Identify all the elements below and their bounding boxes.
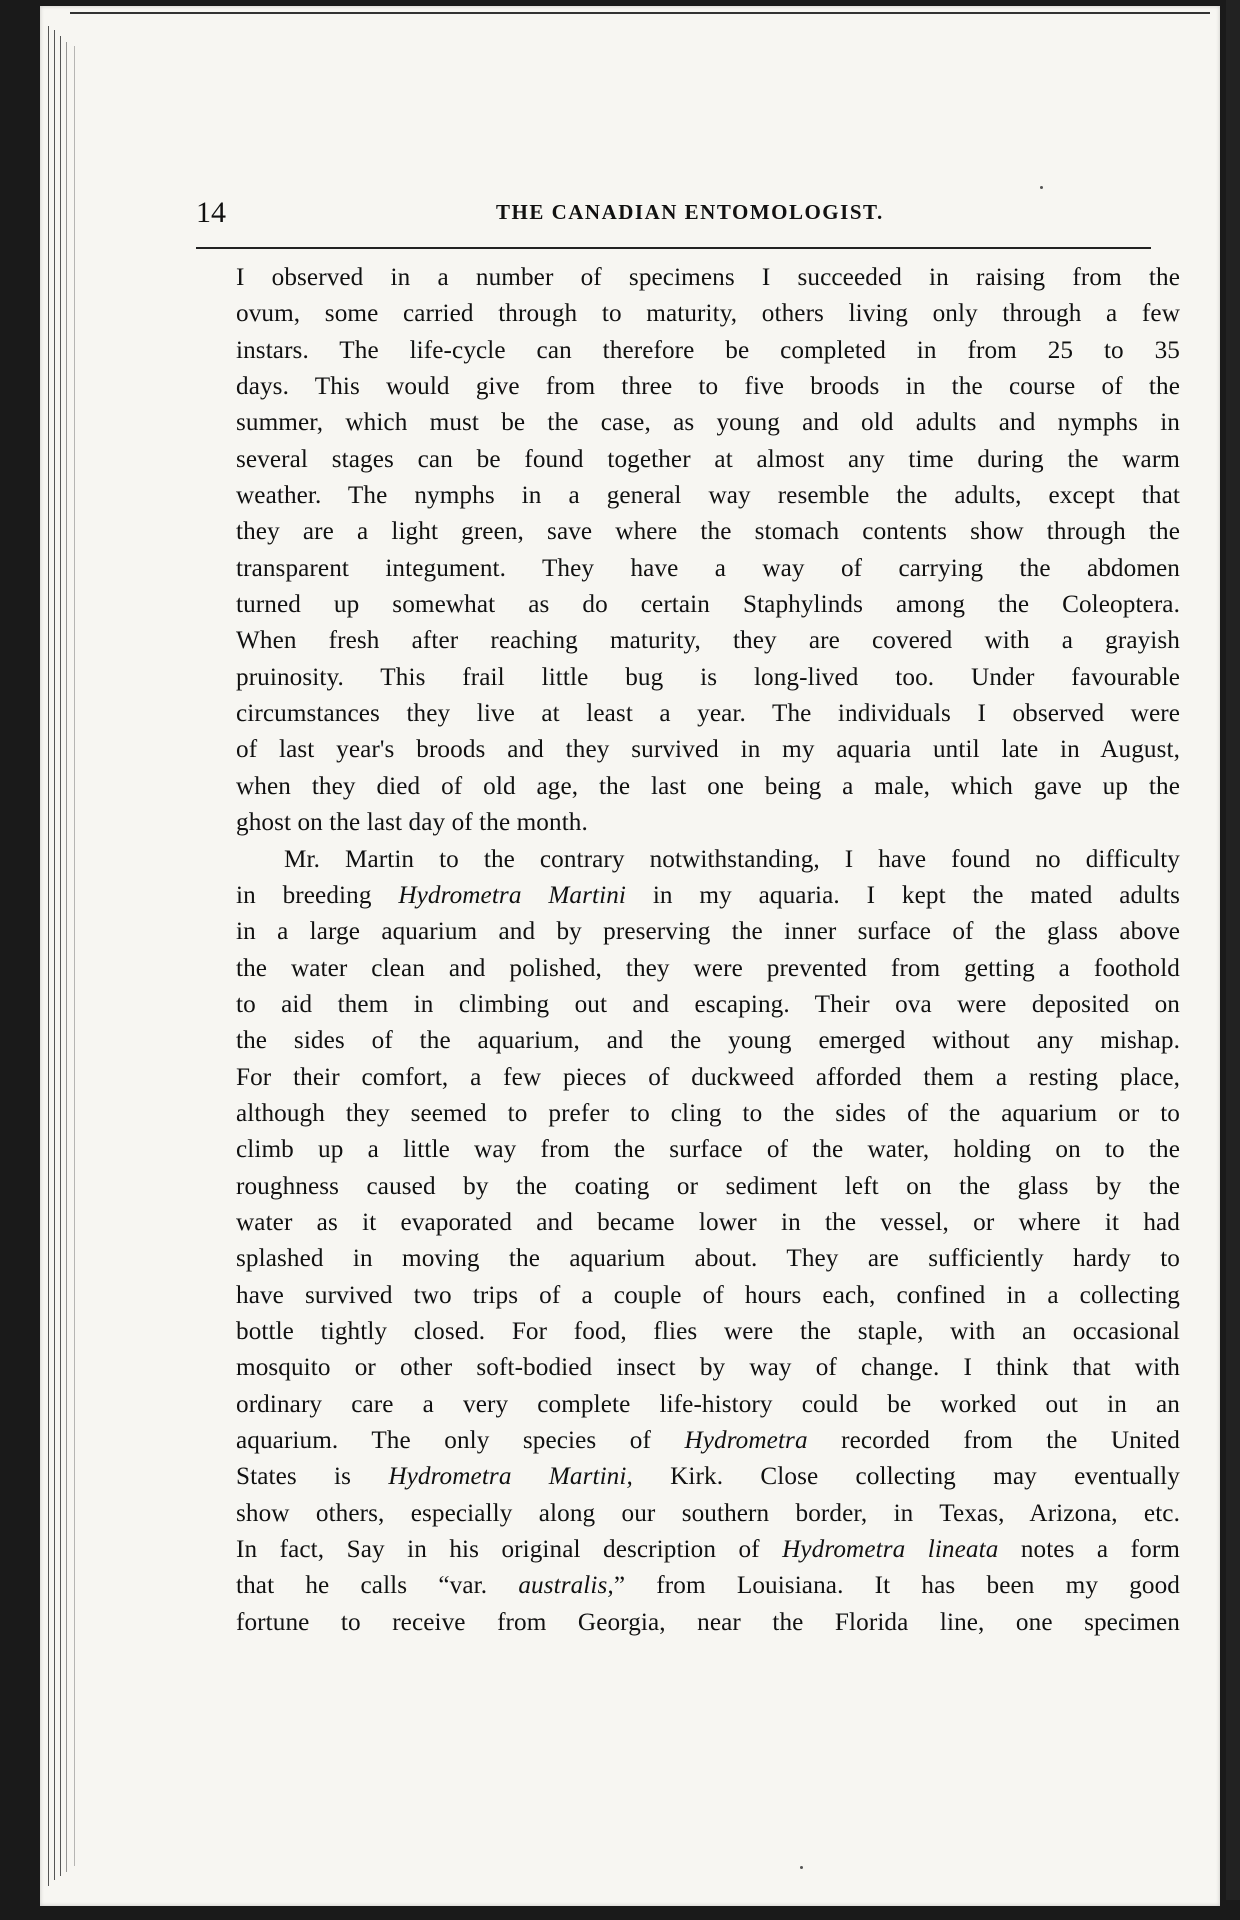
text-line: several stages can be found together at almost any time during the warm — [236, 445, 1180, 473]
paragraph-1 — [236, 260, 1180, 842]
text-run: Kirk. Close collecting may eventually — [632, 1463, 1180, 1491]
text-line: bottle tightly closed. For food, flies were the staple, with an occasional — [236, 1317, 1180, 1345]
text-run: in my aquaria. I kept the mated adults — [626, 881, 1181, 909]
page-edge — [66, 42, 67, 1872]
paragraph-2 — [236, 842, 1180, 1642]
text-line: ghost on the last day of the month. — [236, 809, 588, 837]
text-line: pruinosity. This frail little bug is long-lived too. Under favourable — [236, 663, 1180, 691]
body-text — [236, 260, 1180, 1641]
running-header — [196, 196, 1166, 236]
text-line: they are a light green, save where the stomach contents show through the — [236, 518, 1180, 546]
scan-speck — [1040, 186, 1043, 189]
header-rule — [196, 247, 1151, 249]
running-title: THE CANADIAN ENTOMOLOGIST. — [496, 200, 884, 224]
text-line: mosquito or other soft-bodied insect by way of change. I think that with — [236, 1354, 1180, 1382]
variety-name: australis, — [518, 1572, 614, 1600]
text-run: aquarium. The only species of — [236, 1427, 685, 1454]
text-run: that he calls “var. — [236, 1572, 519, 1600]
page-edge — [54, 30, 55, 1880]
text-line — [236, 878, 1180, 914]
page-edge — [74, 46, 75, 1866]
genus-name: Hydrometra — [684, 1427, 808, 1454]
species-name: Hydrometra Martini, — [388, 1463, 633, 1491]
page-number: 14 — [196, 196, 226, 229]
text-line: For their comfort, a few pieces of duckweed afforded them a resting place, — [236, 1063, 1180, 1091]
text-line: turned up somewhat as do certain Staphylinds among the Coleoptera. — [236, 591, 1180, 619]
text-line: the water clean and polished, they were prevented from getting a foothold — [236, 954, 1180, 982]
text-run: notes a form — [998, 1536, 1180, 1564]
text-line: of last year's broods and they survived in my aquaria until late in August, — [236, 736, 1180, 764]
text-line — [236, 1568, 1180, 1604]
text-run: States is — [236, 1463, 389, 1491]
text-line: to aid them in climbing out and escaping. Their ova were deposited on — [236, 990, 1180, 1018]
text-line — [236, 1423, 1180, 1459]
text-line: although they seemed to prefer to cling to the sides of the aquarium or to — [236, 1099, 1180, 1127]
text-line: ovum, some carried through to maturity, others living only through a few — [236, 300, 1180, 328]
text-line: I observed in a number of specimens I succeeded in raising from the — [236, 264, 1180, 291]
species-name: Hydrometra Martini — [398, 881, 627, 909]
species-name: Hydrometra lineata — [782, 1536, 999, 1564]
text-line: the sides of the aquarium, and the young emerged without any mishap. — [236, 1027, 1180, 1055]
text-line: transparent integument. They have a way of carrying the abdomen — [236, 554, 1180, 582]
text-line: roughness caused by the coating or sediment left on the glass by the — [236, 1172, 1180, 1200]
text-line: ordinary care a very complete life-history could be worked out in an — [236, 1390, 1180, 1418]
text-line: fortune to receive from Georgia, near the Florida line, one specimen — [236, 1608, 1180, 1636]
text-line: in a large aquarium and by preserving the inner surface of the glass above — [236, 918, 1180, 946]
text-run: in breeding — [236, 881, 399, 909]
text-line: splashed in moving the aquarium about. They are sufficiently hardy to — [236, 1245, 1180, 1273]
page-top-edge — [70, 12, 1210, 14]
text-line: when they died of old age, the last one being a male, which gave up the — [236, 772, 1180, 800]
page-edge — [60, 36, 61, 1876]
text-line: When fresh after reaching maturity, they are covered with a grayish — [236, 627, 1180, 655]
text-line: days. This would give from three to five broods in the course of the — [236, 373, 1180, 401]
page-edge — [48, 26, 49, 1886]
text-line — [236, 1459, 1180, 1495]
scan-speck — [800, 1866, 803, 1869]
text-line: show others, especially along our southern border, in Texas, Arizona, etc. — [236, 1499, 1180, 1527]
text-line: climb up a little way from the surface of the water, holding on to the — [236, 1136, 1180, 1164]
text-line: have survived two trips of a couple of hours each, confined in a collecting — [236, 1281, 1180, 1309]
text-line: Mr. Martin to the contrary notwithstanding, I have found no difficulty — [284, 845, 1180, 873]
text-line: circumstances they live at least a year. The individuals I observed were — [236, 700, 1180, 728]
text-run: ” from Louisiana. It has been my good — [613, 1572, 1180, 1600]
text-line: instars. The life-cycle can therefore be completed in from 25 to 35 — [236, 336, 1180, 364]
text-line: water as it evaporated and became lower in the vessel, or where it had — [236, 1208, 1180, 1236]
text-run: recorded from the United — [807, 1427, 1180, 1454]
text-line — [236, 1532, 1180, 1568]
text-line: weather. The nymphs in a general way resemble the adults, except that — [236, 482, 1180, 510]
scan-border — [1226, 0, 1240, 1900]
text-line: summer, which must be the case, as young and old adults and nymphs in — [236, 409, 1180, 437]
text-run: In fact, Say in his original description of — [236, 1536, 783, 1564]
